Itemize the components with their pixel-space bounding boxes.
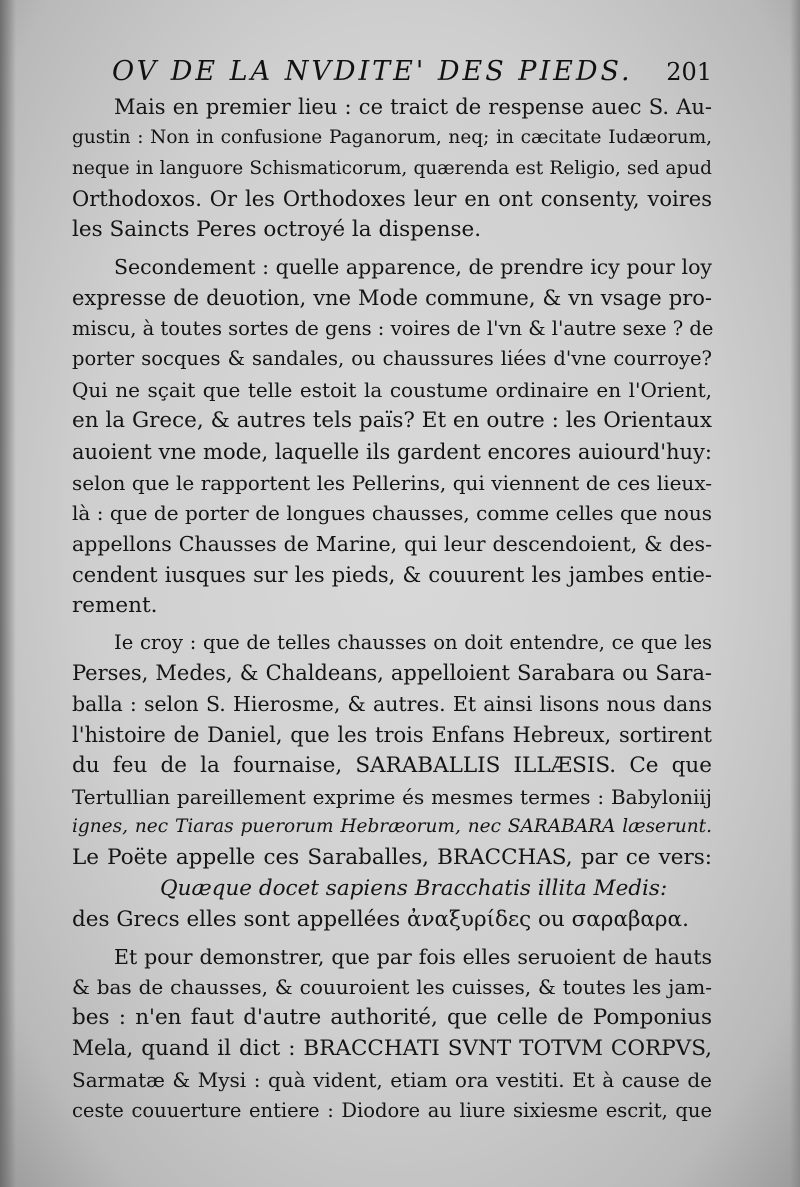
text-line: l'histoire de Daniel, que les trois Enfans Hebreux, sortirent [72, 722, 712, 747]
text-line: appellons Chausses de Marine, qui leur descendoient, & des- [72, 532, 712, 557]
text-line: des Grecs elles sont appellées ἀναξυρίδες ou σαραβαρα. [72, 906, 689, 932]
verse-line: Quæque docet sapiens Bracchatis illita Medis: [160, 875, 668, 901]
text-line: miscu, à toutes sortes de gens : voires de l'vn & l'autre sexe ? de [72, 316, 714, 340]
text-line: porter socques & sandales, ou chaussures liées d'vne courroye? [72, 347, 712, 371]
text-line: Orthodoxos. Or les Orthodoxes leur en ont consenty, voires [72, 187, 712, 212]
text-line: Perses, Medes, & Chaldeans, appelloient Sarabara ou Sara- [72, 661, 712, 686]
page-header [112, 56, 712, 92]
page-gutter-shadow [0, 0, 16, 1187]
text-line: Qui ne sçait que telle estoit la coustume ordinaire en l'Orient, [72, 378, 712, 403]
text-line: les Saincts Peres octroyé la dispense. [72, 217, 482, 243]
text-line: Mais en premier lieu : ce traict de respense auec S. Au- [114, 95, 712, 119]
text-line: bes : n'en faut d'autre authorité, que celle de Pomponius [72, 1005, 712, 1031]
text-line: expresse de deuotion, vne Mode commune, & vn vsage pro- [72, 285, 712, 310]
text-line: Le Poëte appelle ces Saraballes, BRACCHAS, par ce vers: [72, 845, 712, 871]
text-line: Sarmatæ & Mysi : quà vident, etiam ora vestiti. Et à cause de [72, 1067, 712, 1092]
page-number: 201 [666, 58, 712, 86]
text-line: rement. [72, 592, 158, 618]
text-line: du feu de la fournaise, SARABALLIS ILLÆSIS. Ce que [72, 752, 712, 778]
text-line: selon que le rapportent les Pellerins, qui viennent de ces lieux- [72, 470, 712, 495]
text-line: Et pour demonstrer, que par fois elles seruoient de hauts [114, 944, 712, 969]
running-title: OV DE LA NVDITE' DES PIEDS. [112, 56, 633, 87]
text-line: gustin : Non in confusione Paganorum, neq; in cæcitate Iudæorum, [72, 126, 712, 148]
text-line: neque in languore Schismaticorum, quærenda est Religio, sed apud [72, 157, 712, 179]
text-line: ignes, nec Tiaras puerorum Hebræorum, nec SARABARA læserunt. [72, 816, 712, 838]
text-line: Mela, quand il dict : BRACCHATI SVNT TOTVM CORPVS, [72, 1035, 712, 1061]
body-text [72, 92, 712, 1126]
text-line: Ie croy : que de telles chausses on doit entendre, ce que les [114, 630, 712, 654]
text-line: & bas de chausses, & couuroient les cuisses, & toutes les jam- [72, 975, 712, 1000]
text-line: là : que de porter de longues chausses, comme celles que nous [72, 501, 712, 526]
text-line: Secondement : quelle apparence, de prendre icy pour loy [114, 254, 712, 279]
text-line: cendent iusques sur les pieds, & couurent les jambes entie- [72, 562, 712, 587]
text-line: en la Grece, & autres tels païs? Et en outre : les Orientaux [72, 407, 712, 433]
text-line: balla : selon S. Hierosme, & autres. Et ainsi lisons nous dans [72, 692, 712, 717]
text-line: ceste couuerture entiere : Diodore au liure sixiesme escrit, que [72, 1098, 712, 1122]
text-line: Tertullian pareillement exprime és mesmes termes : Babyloniij [72, 784, 712, 809]
page-edge-shadow [790, 0, 800, 1187]
text-line: auoient vne mode, laquelle ils gardent encores auiourd'huy: [72, 439, 712, 464]
